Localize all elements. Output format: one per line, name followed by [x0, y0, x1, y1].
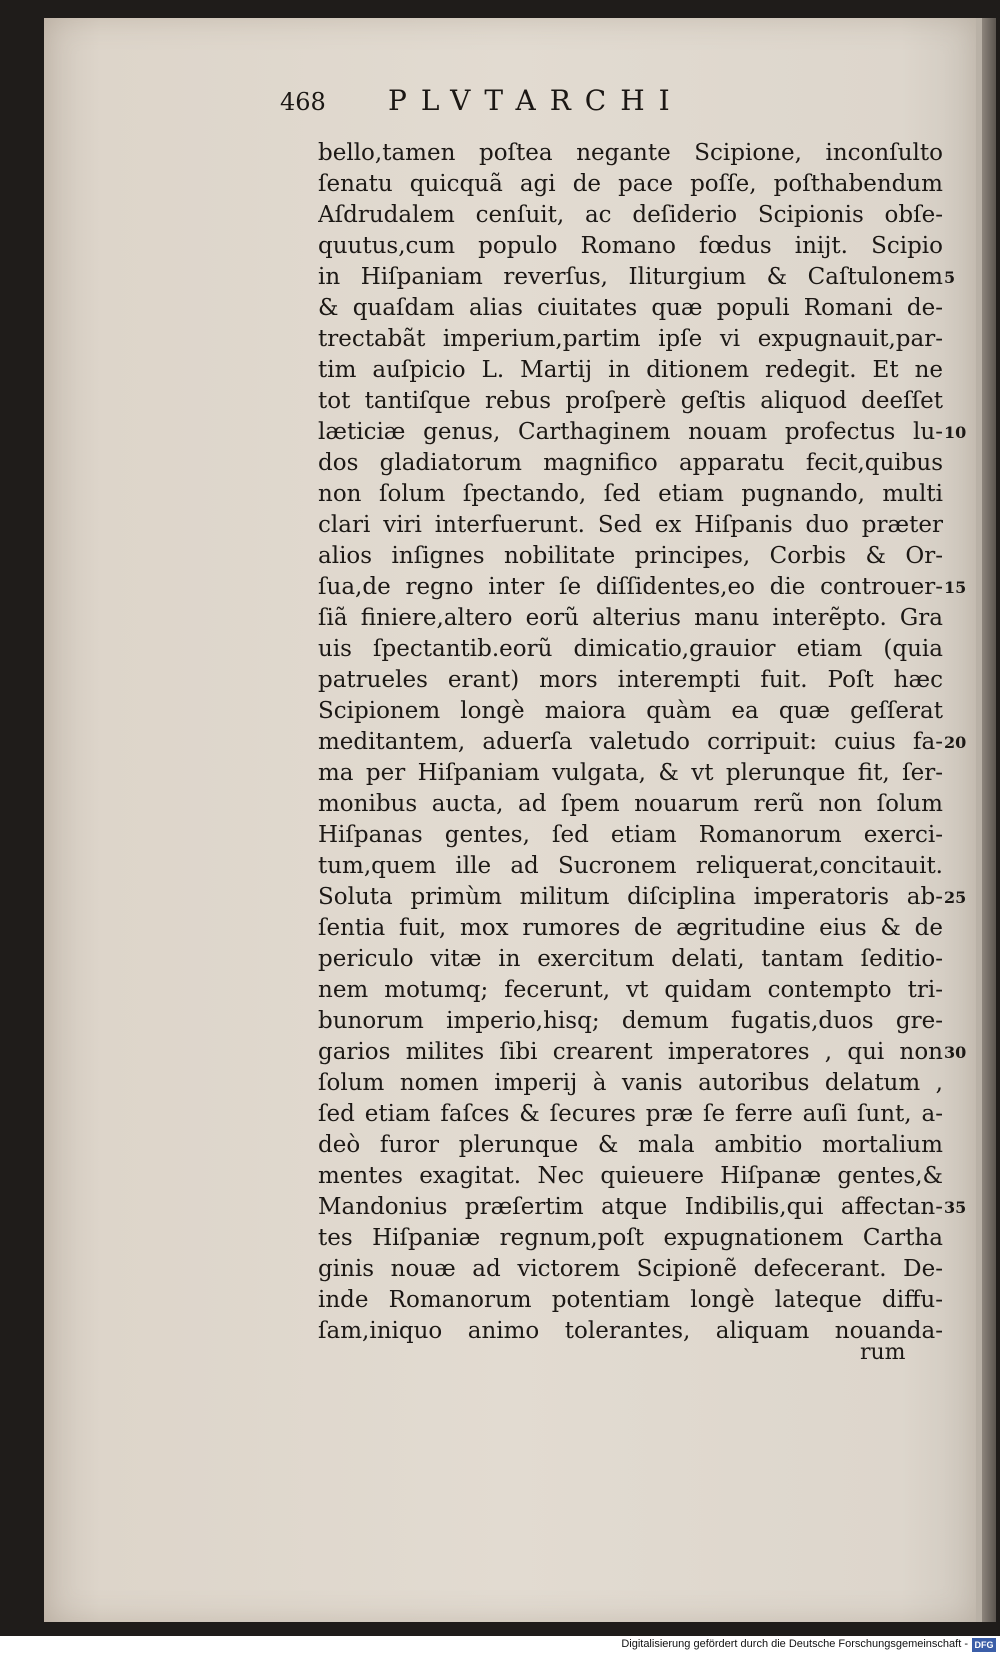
text-line: dos gladiatorum magnifico apparatu fecit,quibus	[318, 450, 943, 476]
margin-line-number: 25	[944, 888, 967, 907]
text-line: periculo vitæ in exercitum delati, tantam ſeditio-	[318, 946, 943, 972]
margin-line-number: 5	[944, 268, 956, 287]
text-line: clari viri interfuerunt. Sed ex Hiſpanis duo præter	[318, 512, 943, 538]
text-line: alios inſignes nobilitate principes, Corbis & Or-	[318, 543, 943, 569]
text-line: Scipionem longè maiora quàm ea quæ geſſerat	[318, 698, 943, 724]
text-line: garios milites ſibi crearent imperatores , qui non	[318, 1039, 943, 1065]
digitization-footer	[0, 1636, 1000, 1656]
text-line: Mandonius præſertim atque Indibilis,qui affectan-	[318, 1194, 943, 1220]
margin-line-number: 10	[944, 423, 967, 442]
running-head: PLVTARCHI	[388, 84, 684, 117]
text-line: nem motumq; fecerunt, vt quidam contempto tri-	[318, 977, 943, 1003]
text-line: ginis nouæ ad victorem Scipionẽ defecerant. De-	[318, 1256, 943, 1282]
text-line: Hiſpanas gentes, ſed etiam Romanorum exerci-	[318, 822, 943, 848]
text-line: non ſolum ſpectando, ſed etiam pugnando, multi	[318, 481, 943, 507]
page-number: 468	[280, 88, 326, 116]
text-line: uis ſpectantib.eorũ dimicatio,grauior etiam (quia	[318, 636, 943, 662]
text-line: monibus aucta, ad ſpem nouarum rerũ non ſolum	[318, 791, 943, 817]
text-line: ſam,iniquo animo tolerantes, aliquam nouanda-	[318, 1318, 943, 1344]
text-line: tum,quem ille ad Sucronem reliquerat,concitauit.	[318, 853, 943, 879]
text-line: ma per Hiſpaniam vulgata, & vt plerunque fit, ſer-	[318, 760, 943, 786]
text-line: ſenatu quicquã agi de pace poſſe, poſthabendum	[318, 171, 943, 197]
text-line: læticiæ genus, Carthaginem nouam profectus lu-	[318, 419, 943, 445]
margin-line-number: 20	[944, 733, 967, 752]
text-line: quutus,cum populo Romano fœdus inijt. Scipio	[318, 233, 943, 259]
text-line: ſiã finiere,altero eorũ alterius manu interẽpto. Gra	[318, 605, 943, 631]
text-line: ſed etiam faſces & ſecures præ ſe ferre auſi ſunt, a-	[318, 1101, 943, 1127]
text-line: mentes exagitat. Nec quieuere Hiſpanæ gentes,&	[318, 1163, 943, 1189]
text-line: in Hiſpaniam reverſus, Iliturgium & Caſtulonem	[318, 264, 943, 290]
text-line: ſolum nomen imperij à vanis autoribus delatum ,	[318, 1070, 943, 1096]
catchword: rum	[860, 1340, 906, 1365]
text-line: ſentia fuit, mox rumores de ægritudine eius & de	[318, 915, 943, 941]
margin-line-number: 30	[944, 1043, 967, 1062]
dfg-logo: DFG	[972, 1638, 996, 1652]
text-line: bunorum imperio,hisq; demum fugatis,duos gre-	[318, 1008, 943, 1034]
text-line: bello,tamen poſtea negante Scipione, inconſulto	[318, 140, 943, 166]
main-text-block	[318, 138, 943, 1347]
text-line: ſua,de regno inter ſe diſſidentes,eo die controuer-	[318, 574, 943, 600]
text-line: tot tantiſque rebus proſperè geſtis aliquod deeſſet	[318, 388, 943, 414]
text-line: deò furor plerunque & mala ambitio mortalium	[318, 1132, 943, 1158]
margin-line-number: 15	[944, 578, 967, 597]
text-line: trectabãt imperium,partim ipſe vi expugnauit,par-	[318, 326, 943, 352]
text-line: meditantem, aduerſa valetudo corripuit: cuius fa-	[318, 729, 943, 755]
text-line: tes Hiſpaniæ regnum,poſt expugnationem Cartha	[318, 1225, 943, 1251]
footer-credit: Digitalisierung gefördert durch die Deutsche Forschungsgemeinschaft -	[621, 1638, 968, 1650]
text-line: inde Romanorum potentiam longè lateque diffu-	[318, 1287, 943, 1313]
text-line: & quaſdam alias ciuitates quæ populi Romani de-	[318, 295, 943, 321]
text-line: tim auſpicio L. Martij in ditionem redegit. Et ne	[318, 357, 943, 383]
page-edge	[982, 18, 996, 1622]
text-line: Aſdrudalem cenſuit, ac deſiderio Scipionis obſe-	[318, 202, 943, 228]
text-line: Soluta primùm militum diſciplina imperatoris ab-	[318, 884, 943, 910]
margin-line-number: 35	[944, 1198, 967, 1217]
text-line: patrueles erant) mors interempti fuit. Poſt hæc	[318, 667, 943, 693]
